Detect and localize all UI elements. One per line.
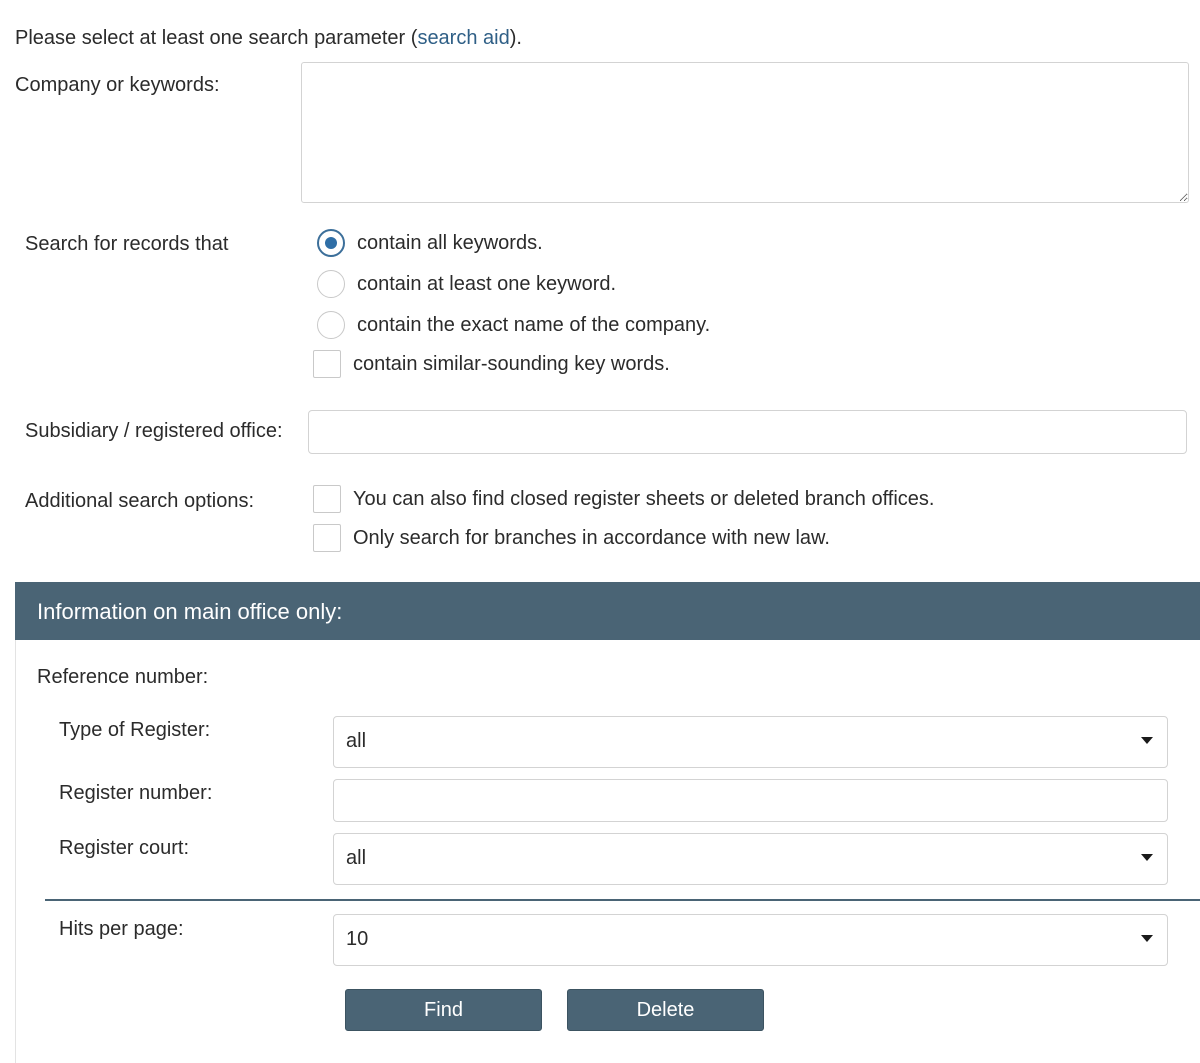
hits-per-page-select[interactable] [333, 914, 1168, 966]
register-number-label: Register number: [59, 782, 213, 804]
search-aid-link[interactable]: search aid [417, 27, 510, 49]
register-type-label: Type of Register: [59, 719, 211, 741]
new-law-checkbox[interactable] [313, 524, 341, 552]
keywords-textarea[interactable] [301, 62, 1189, 203]
register-court-select[interactable] [333, 833, 1168, 885]
closed-sheets-checkbox[interactable] [313, 485, 341, 513]
subsidiary-label: Subsidiary / registered office: [25, 420, 283, 442]
main-office-panel-header [15, 582, 1200, 640]
chevron-down-icon [1141, 854, 1153, 861]
radio-one-keyword-label: contain at least one keyword. [357, 273, 617, 295]
keywords-label: Company or keywords: [15, 74, 220, 96]
radio-one-keyword[interactable] [317, 270, 345, 298]
subsidiary-input[interactable] [308, 410, 1187, 454]
register-court-label: Register court: [59, 837, 190, 859]
register-number-input[interactable] [333, 779, 1168, 822]
search-mode-label: Search for records that [25, 233, 229, 255]
register-type-value: all [346, 730, 367, 752]
chevron-down-icon [1141, 935, 1153, 942]
main-office-panel-title: Information on main office only: [37, 599, 343, 624]
new-law-label: Only search for branches in accordance with new law. [353, 527, 830, 549]
section-divider [45, 899, 1200, 901]
radio-all-keywords-label: contain all keywords. [357, 232, 543, 254]
intro-text [15, 27, 522, 50]
register-type-select[interactable] [333, 716, 1168, 768]
radio-exact-name-label: contain the exact name of the company. [357, 314, 711, 336]
similar-sounding-checkbox[interactable] [313, 350, 341, 378]
register-court-value: all [346, 847, 367, 869]
closed-sheets-label: You can also find closed register sheets or deleted branch offices. [353, 488, 935, 510]
intro-text-before: Please select at least one search parameter ( [15, 27, 418, 49]
additional-options-label: Additional search options: [25, 490, 255, 512]
hits-per-page-value: 10 [346, 928, 369, 950]
find-button[interactable]: Find [345, 989, 542, 1031]
intro-text-after: ). [509, 27, 522, 49]
reference-number-label: Reference number: [37, 666, 209, 688]
delete-button[interactable]: Delete [567, 989, 764, 1031]
chevron-down-icon [1141, 737, 1153, 744]
hits-per-page-label: Hits per page: [59, 918, 184, 940]
radio-all-keywords[interactable] [317, 229, 345, 257]
similar-sounding-label: contain similar-sounding key words. [353, 353, 670, 375]
radio-exact-name[interactable] [317, 311, 345, 339]
